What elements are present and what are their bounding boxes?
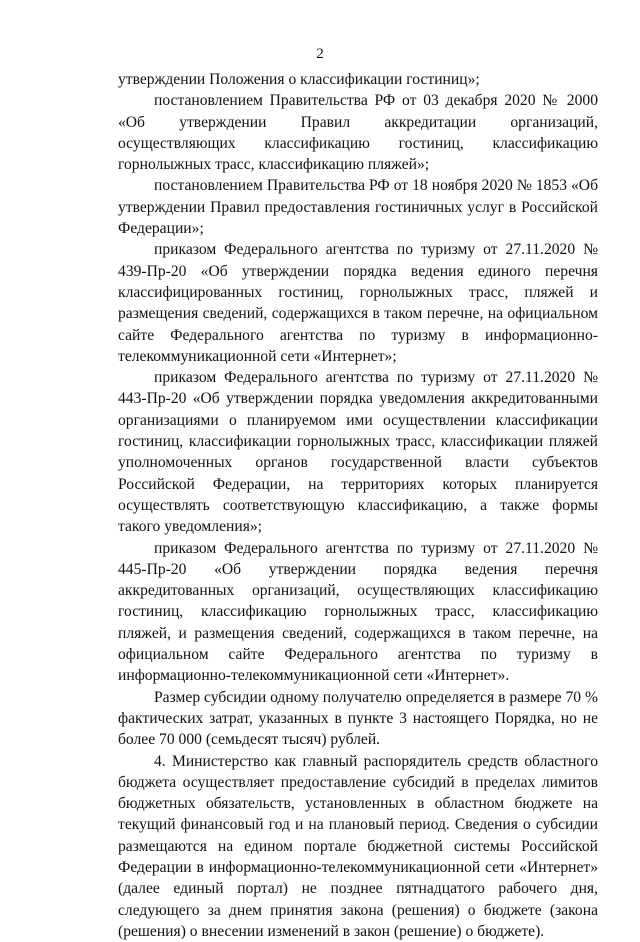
paragraph-item-4: 4. Министерство как главный распорядитель средств областного бюджета осуществляет предоставление субсидий в пределах лимитов бюджетных обязательств, установленных в областном бюджете на текущий финансовый год и на плановый период. Сведения о субсидии размещаются на едином портале бюджетной системы Российской Федерации в информационно-телекоммуникационной сети «Интернет» (далее единый портал) не позднее пятнадцатого рабочего дня, следующего за днем принятия закона (решения) о бюджете (закона (решения) о внесении изменений в закон (решение) о бюджете). [118,751,598,942]
paragraph-decree-1853: постановлением Правительства РФ от 18 ноября 2020 № 1853 «Об утверждении Правил предоставления гостиничных услуг в Российской Федерации»; [118,175,598,239]
paragraph-continuation: утверждении Положения о классификации гостиниц»; [118,69,598,90]
page-number: 2 [0,44,640,64]
paragraph-subsidy-amount: Размер субсидии одному получателю определяется в размере 70 % фактических затрат, указанных в пункте 3 настоящего Порядка, но не более 70 000 (семьдесят тысяч) рублей. [118,687,598,751]
paragraph-order-443: приказом Федерального агентства по туризму от 27.11.2020 № 443-Пр-20 «Об утверждении порядка уведомления аккредитованными организациями о планируемом ими осуществлении классификации гостиниц, классификации горнолыжных трасс, классификации пляжей уполномоченных органов государственной власти субъектов Российской Федерации, на территориях которых планируется осуществлять соответствующую классификацию, а также формы такого уведомления»; [118,367,598,537]
paragraph-decree-2000: постановлением Правительства РФ от 03 декабря 2020 № 2000 «Об утверждении Правил аккредитации организаций, осуществляющих классификацию гостиниц, классификацию горнолыжных трасс, классификацию пляжей»; [118,90,598,175]
paragraph-order-439: приказом Федерального агентства по туризму от 27.11.2020 № 439-Пр-20 «Об утверждении порядка ведения единого перечня классифицированных гостиниц, горнолыжных трасс, пляжей и размещения сведений, содержащихся в таком перечне, на официальном сайте Федерального агентства по туризму в информационно-телекоммуникационной сети «Интернет»; [118,239,598,367]
paragraph-order-445: приказом Федерального агентства по туризму от 27.11.2020 № 445-Пр-20 «Об утверждении порядка ведения перечня аккредитованных организаций, осуществляющих классификацию гостиниц, классификацию горнолыжных трасс, классификацию пляжей, и размещения сведений, содержащихся в таком перечне, на официальном сайте Федерального агентства по туризму в информационно-телекоммуникационной сети «Интернет». [118,538,598,687]
document-body [118,69,598,942]
